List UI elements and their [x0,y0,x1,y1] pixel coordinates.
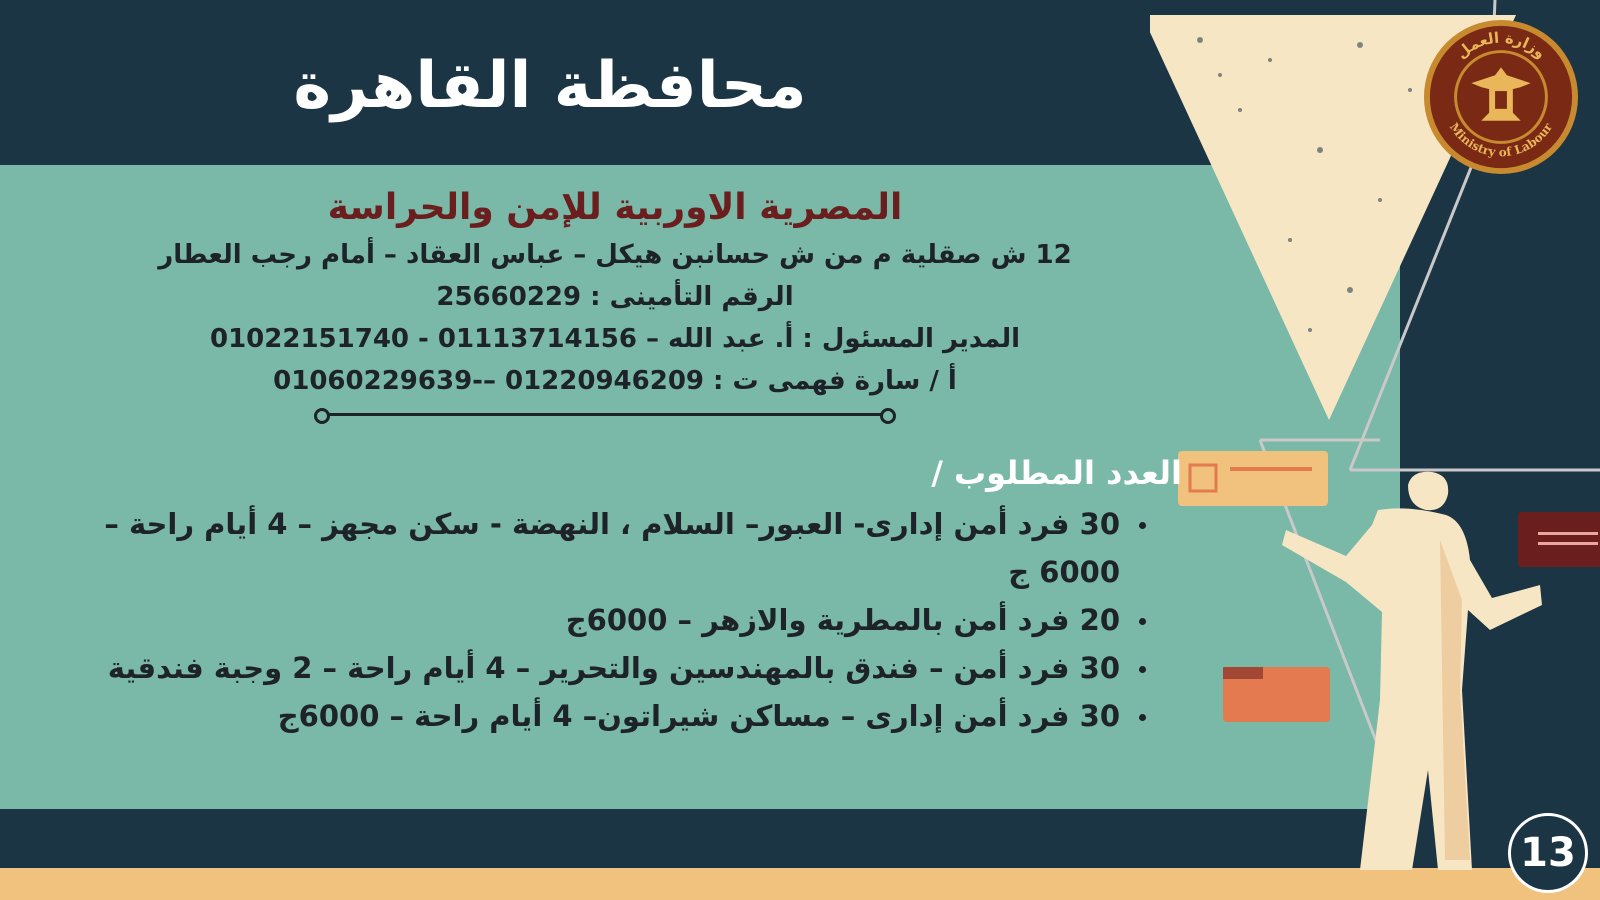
id-card [1178,451,1328,506]
list-item: 30 فرد أمن – فندق بالمهندسين والتحرير – 4 أيام راحة – 2 وجبة فندقية [20,644,1120,692]
required-count-heading: العدد المطلوب / [931,454,1182,492]
page-number-badge: 13 [1508,813,1588,893]
company-address: 12 ش صقلية م من ش حسانبن هيكل – عباس العقاد – أمام رجب العطار [158,240,1072,270]
svg-text:Ministry of Labour: Ministry of Labour [1446,120,1556,160]
secondary-contact: أ / سارة فهمى ت : 01220946209 –-01060229639 [273,366,957,396]
maroon-card [1518,512,1600,567]
list-item: 30 فرد أمن إدارى- العبور– السلام ، النهضة - سكن مجهز – 4 أيام راحة – 6000 ج [20,500,1120,596]
credit-card [1223,667,1330,722]
insurance-number: الرقم التأمينى : 25660229 [436,282,794,312]
company-name: المصرية الاوربية للإمن والحراسة [327,187,903,228]
svg-text:وزارة العمل: وزارة العمل [1453,29,1549,63]
list-item: 30 فرد أمن إدارى – مساكن شيراتون– 4 أيام راحة – 6000ج [20,692,1120,740]
slide-title: محافظة القاهرة [293,49,807,123]
list-item: 20 فرد أمن بالمطرية والازهر – 6000ج [20,596,1120,644]
company-info [100,182,1130,402]
section-divider [326,413,884,416]
job-openings-list [20,500,1148,740]
manager-contact: المدير المسئول : أ. عبد الله – 01113714156 - 01022151740 [210,324,1020,354]
ministry-of-labour-logo [1422,18,1580,176]
